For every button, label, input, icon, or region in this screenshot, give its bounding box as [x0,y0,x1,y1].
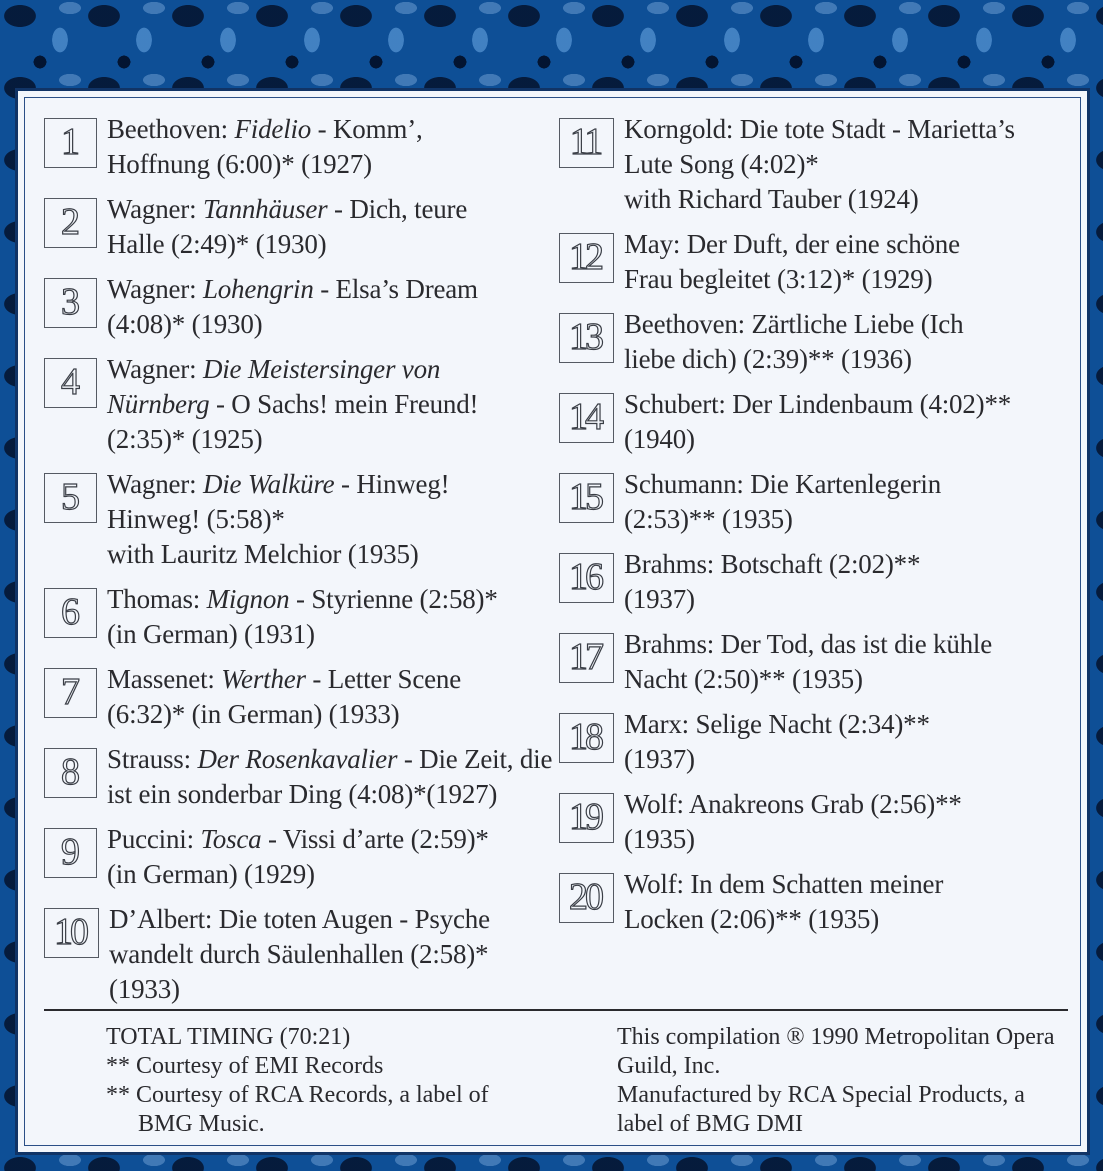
track-number-box: 10 [44,908,99,958]
track-number-box: 4 [44,358,97,408]
track-row [559,387,1069,457]
track-line: (in German) (1931) [107,619,315,649]
track-description [107,582,498,652]
track-description [624,387,1011,457]
track-row [44,742,554,812]
track-row [559,787,1069,857]
work-title: Die Meistersinger von [202,354,441,384]
track-line: ist ein sonderbar Ding (4:08)*(1927) [107,779,498,809]
track-description [107,467,449,572]
track-row [559,547,1069,617]
track-line: Wolf: In dem Schatten meiner [624,869,944,899]
track-line: Lute Song (4:02)* [624,149,819,179]
track-column-right [559,112,1069,947]
track-row [44,582,554,652]
track-line: Schumann: Die Kartenlegerin [624,469,941,499]
track-row [44,352,554,457]
track-line: (1940) [624,424,695,454]
track-line: Wolf: Anakreons Grab (2:56)** [624,789,962,819]
track-row [559,112,1069,217]
track-line: May: Der Duft, der eine schöne [624,229,960,259]
track-line: (1935) [624,824,695,854]
track-number-box: 14 [559,393,614,443]
track-row [44,467,554,572]
track-line: (2:53)** (1935) [624,504,793,534]
track-line: Hinweg! (5:58)* [107,504,285,534]
track-line: Beethoven: Fidelio - Komm’, [107,114,423,144]
track-line: Beethoven: Zärtliche Liebe (Ich [624,309,964,339]
track-description [107,192,467,262]
track-line: Frau begleitet (3:12)* (1929) [624,264,933,294]
track-line: Halle (2:49)* (1930) [107,229,327,259]
track-line: (in German) (1929) [107,859,315,889]
track-description [624,467,941,537]
track-line: Puccini: Tosca - Vissi d’arte (2:59)* [107,824,489,854]
track-number-box: 20 [559,873,614,923]
track-line: Wagner: Tannhäuser - Dich, teure [107,194,468,224]
track-number-box: 15 [559,473,614,523]
track-description [107,662,461,732]
footer-divider [44,1009,1068,1011]
track-description [624,867,943,937]
track-line: Hoffnung (6:00)* (1927) [107,149,372,179]
track-row [44,822,554,892]
track-number-box: 16 [559,553,614,603]
track-line: Brahms: Botschaft (2:02)** [624,549,921,579]
track-description [107,352,478,457]
track-number-box: 7 [44,668,97,718]
track-number-box: 17 [559,633,614,683]
track-line: Nacht (2:50)** (1935) [624,664,863,694]
footer-credits [617,1023,1067,1139]
track-line: Wagner: Lohengrin - Elsa’s Dream [107,274,478,304]
track-row [44,902,554,1007]
track-row [559,627,1069,697]
track-row [559,867,1069,937]
compilation-copyright: This compilation ® 1990 Metropolitan Opera Guild, Inc. [617,1024,1055,1079]
total-timing: TOTAL TIMING (70:21) [106,1024,351,1050]
work-title: Der Rosenkavalier [197,744,398,774]
work-title: Fidelio [234,114,312,144]
track-row [44,192,554,262]
work-title: Tosca [200,824,262,854]
track-row [44,662,554,732]
track-number-box: 2 [44,198,97,248]
track-line: Wagner: Die Meistersinger von [107,354,441,384]
track-description [624,707,930,777]
track-description [107,272,478,342]
track-line: Marx: Selige Nacht (2:34)** [624,709,930,739]
track-line: Nürnberg - O Sachs! mein Freund! [107,389,479,419]
track-number-box: 11 [559,118,614,168]
track-line: wandelt durch Säulenhallen (2:58)* [109,939,489,969]
track-number-box: 19 [559,793,614,843]
track-line: (1937) [624,744,695,774]
track-description [624,547,920,617]
track-row [559,707,1069,777]
track-number-box: 12 [559,233,614,283]
track-line: Wagner: Die Walküre - Hinweg! [107,469,450,499]
track-line: (1933) [109,974,180,1004]
track-line: Locken (2:06)** (1935) [624,904,880,934]
track-number-box: 8 [44,748,97,798]
track-line: (4:08)* (1930) [107,309,263,339]
work-title: Mignon [206,584,290,614]
track-description [624,227,960,297]
work-title: Lohengrin [202,274,314,304]
courtesy-emi-note: ** Courtesy of EMI Records [106,1053,384,1079]
track-line: liebe dich) (2:39)** (1936) [624,344,912,374]
footer-notes [106,1023,546,1139]
track-row [559,307,1069,377]
track-line: Brahms: Der Tod, das ist die kühle [624,629,993,659]
track-line: Schubert: Der Lindenbaum (4:02)** [624,389,1012,419]
track-number-box: 5 [44,473,97,523]
track-line: Korngold: Die tote Stadt - Marietta’s [624,114,1015,144]
track-row [44,112,554,182]
track-line: with Richard Tauber (1924) [624,184,919,214]
track-line: Thomas: Mignon - Styrienne (2:58)* [107,584,498,614]
track-line: (2:35)* (1925) [107,424,263,454]
track-line: Massenet: Werther - Letter Scene [107,664,462,694]
work-title: Tannhäuser [202,194,328,224]
work-title: Die Walküre [202,469,335,499]
track-line: Strauss: Der Rosenkavalier - Die Zeit, die [107,744,553,774]
track-row [559,467,1069,537]
track-description [624,627,992,697]
track-number-box: 13 [559,313,614,363]
track-number-box: 3 [44,278,97,328]
track-description [107,742,552,812]
track-description [107,822,489,892]
manufacturer-credit: Manufactured by RCA Special Products, a label of BMG DMI [617,1082,1025,1137]
track-number-box: 1 [44,118,97,168]
track-description [624,307,963,377]
courtesy-rca-note: ** Courtesy of RCA Records, a label of BMG Music. [106,1082,489,1137]
track-description [624,787,962,857]
track-row [44,272,554,342]
work-title: Werther [221,664,306,694]
track-number-box: 9 [44,828,97,878]
track-line: (1937) [624,584,695,614]
track-number-box: 6 [44,588,97,638]
track-line: (6:32)* (in German) (1933) [107,699,400,729]
track-row [559,227,1069,297]
track-number-box: 18 [559,713,614,763]
track-description [107,112,423,182]
track-description [624,112,1015,217]
track-line: D’Albert: Die toten Augen - Psyche [109,904,490,934]
track-description [109,902,490,1007]
track-line: with Lauritz Melchior (1935) [107,539,419,569]
work-title: Nürnberg [107,389,210,419]
track-column-left [44,112,554,1017]
